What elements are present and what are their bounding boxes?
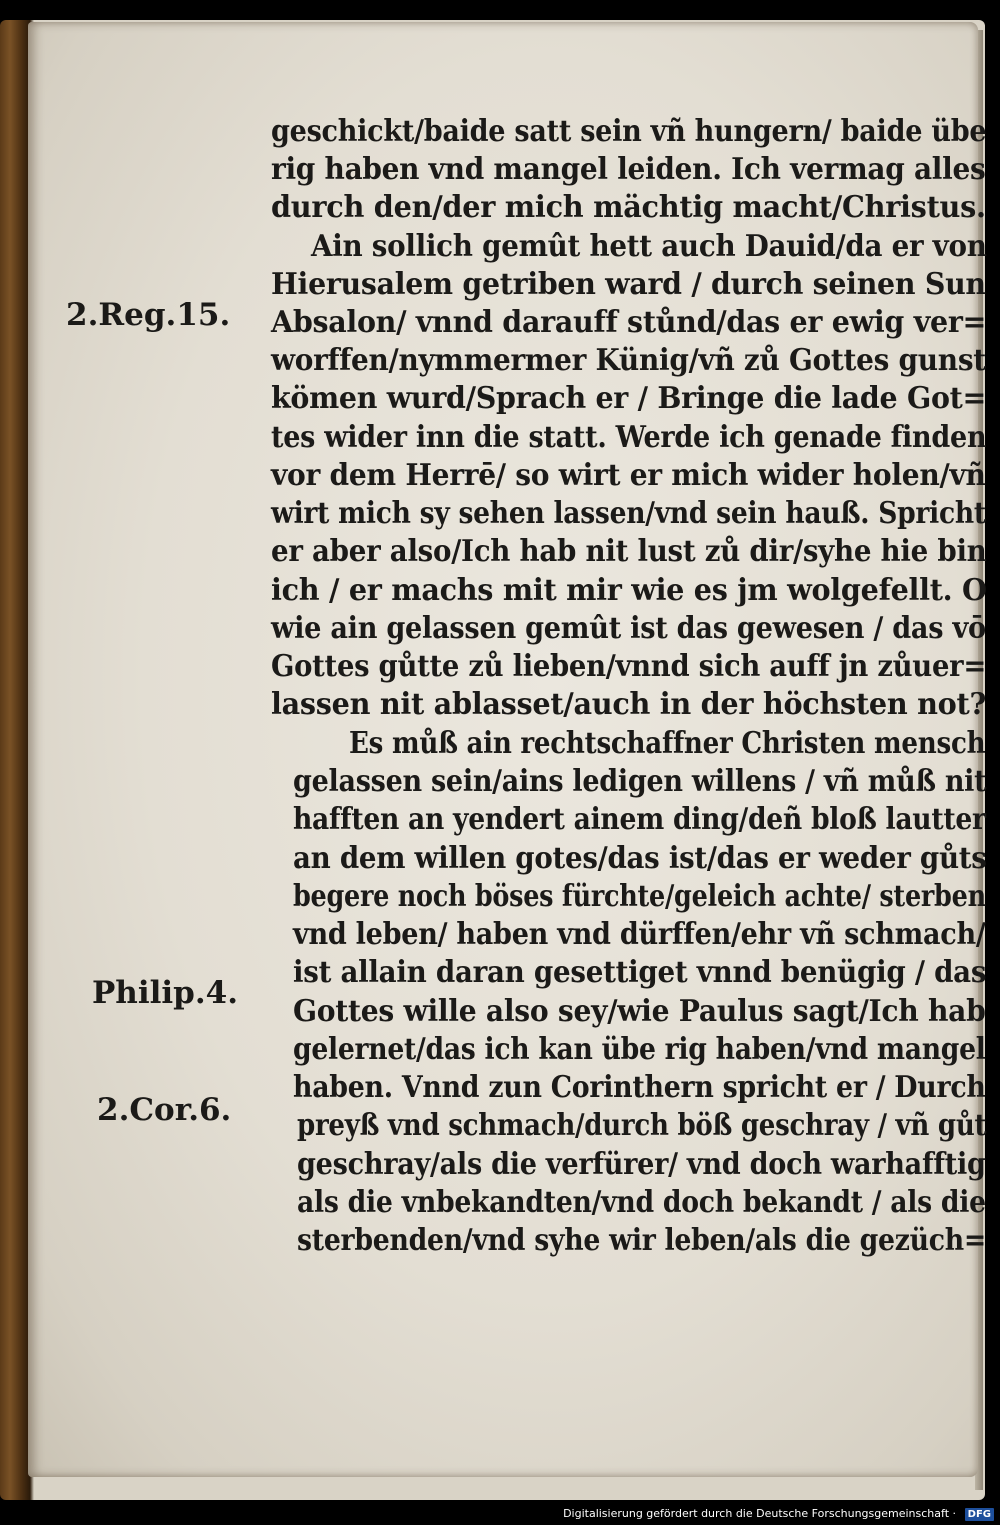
text-line: durch den/der mich mächtig macht/Christus.: [271, 190, 986, 225]
text-line: Hierusalem getriben ward / durch seinen Sun: [271, 267, 986, 302]
text-line: vor dem Herrē/ so wirt er mich wider holen/vñ: [271, 458, 986, 493]
text-line: gelassen sein/ains ledigen willens / vñ můß nit: [293, 764, 987, 799]
text-line: vnd leben/ haben vnd dürffen/ehr vñ schmach/: [293, 917, 986, 952]
text-line: Ain sollich gemût hett auch Dauid/da er von: [311, 229, 987, 264]
margin-note-2-reg-15: 2.Reg.15.: [66, 297, 231, 333]
dfg-logo: DFG: [965, 1508, 994, 1521]
text-line: an dem willen gotes/das ist/das er weder gůts: [293, 841, 987, 876]
text-line: er aber also/Ich hab nit lust zů dir/syhe hie bin: [271, 534, 987, 569]
text-line: sterbenden/vnd syhe wir leben/als die gezüch=: [297, 1223, 987, 1258]
text-line: begere noch böses fürchte/geleich achte/ sterben: [293, 879, 986, 914]
text-line: kömen wurd/Sprach er / Bringe die lade Got=: [271, 381, 987, 416]
text-line: als die vnbekandten/vnd doch bekandt / als die: [297, 1185, 986, 1220]
text-line: worffen/nymmermer Künig/vñ zů Gottes gunst: [271, 343, 986, 378]
text-line: tes wider inn die statt. Werde ich genade finden: [271, 420, 987, 455]
funding-credit: Digitalisierung gefördert durch die Deutsche Forschungsgemeinschaft ·: [563, 1507, 956, 1520]
text-line: ist allain daran gesettiget vnnd benügig / das: [293, 955, 987, 990]
text-line: haben. Vnnd zun Corinthern spricht er / Durch: [293, 1070, 986, 1105]
text-line: ich / er machs mit mir wie es jm wolgefellt. O: [271, 573, 987, 608]
text-line: Gottes wille also sey/wie Paulus sagt/Ich hab: [293, 994, 986, 1029]
text-line: wie ain gelassen gemût ist das gewesen / das vō: [271, 611, 986, 646]
footer-bar: [0, 1505, 1000, 1525]
text-line: Gottes gůtte zů lieben/vnnd sich auff jn zůuer=: [271, 649, 987, 684]
text-line: hafften an yendert ainem ding/deñ bloß lautter: [293, 802, 986, 837]
margin-note-2-cor-6: 2.Cor.6.: [97, 1092, 232, 1128]
text-line: geschray/als die verfürer/ vnd doch warhafftig: [297, 1147, 986, 1182]
text-line: wirt mich sy sehen lassen/vnd sein hauß. Spricht: [271, 496, 986, 531]
text-line: rig haben vnd mangel leiden. Ich vermag alles: [271, 152, 986, 187]
text-line: Es můß ain rechtschaffner Christen mensch: [349, 726, 986, 761]
text-line: preyß vnd schmach/durch böß geschray / vñ gůt: [297, 1108, 987, 1143]
text-line: gelernet/das ich kan übe rig haben/vnd mangel: [293, 1032, 986, 1067]
text-line: Absalon/ vnnd darauff stůnd/das er ewig ver=: [271, 305, 987, 340]
book-page: [28, 22, 987, 1477]
text-line: lassen nit ablasset/auch in der höchsten not?: [271, 687, 986, 722]
text-line: geschickt/baide satt sein vñ hungern/ baide übe: [271, 114, 987, 149]
margin-note-philip-4: Philip.4.: [92, 975, 239, 1011]
